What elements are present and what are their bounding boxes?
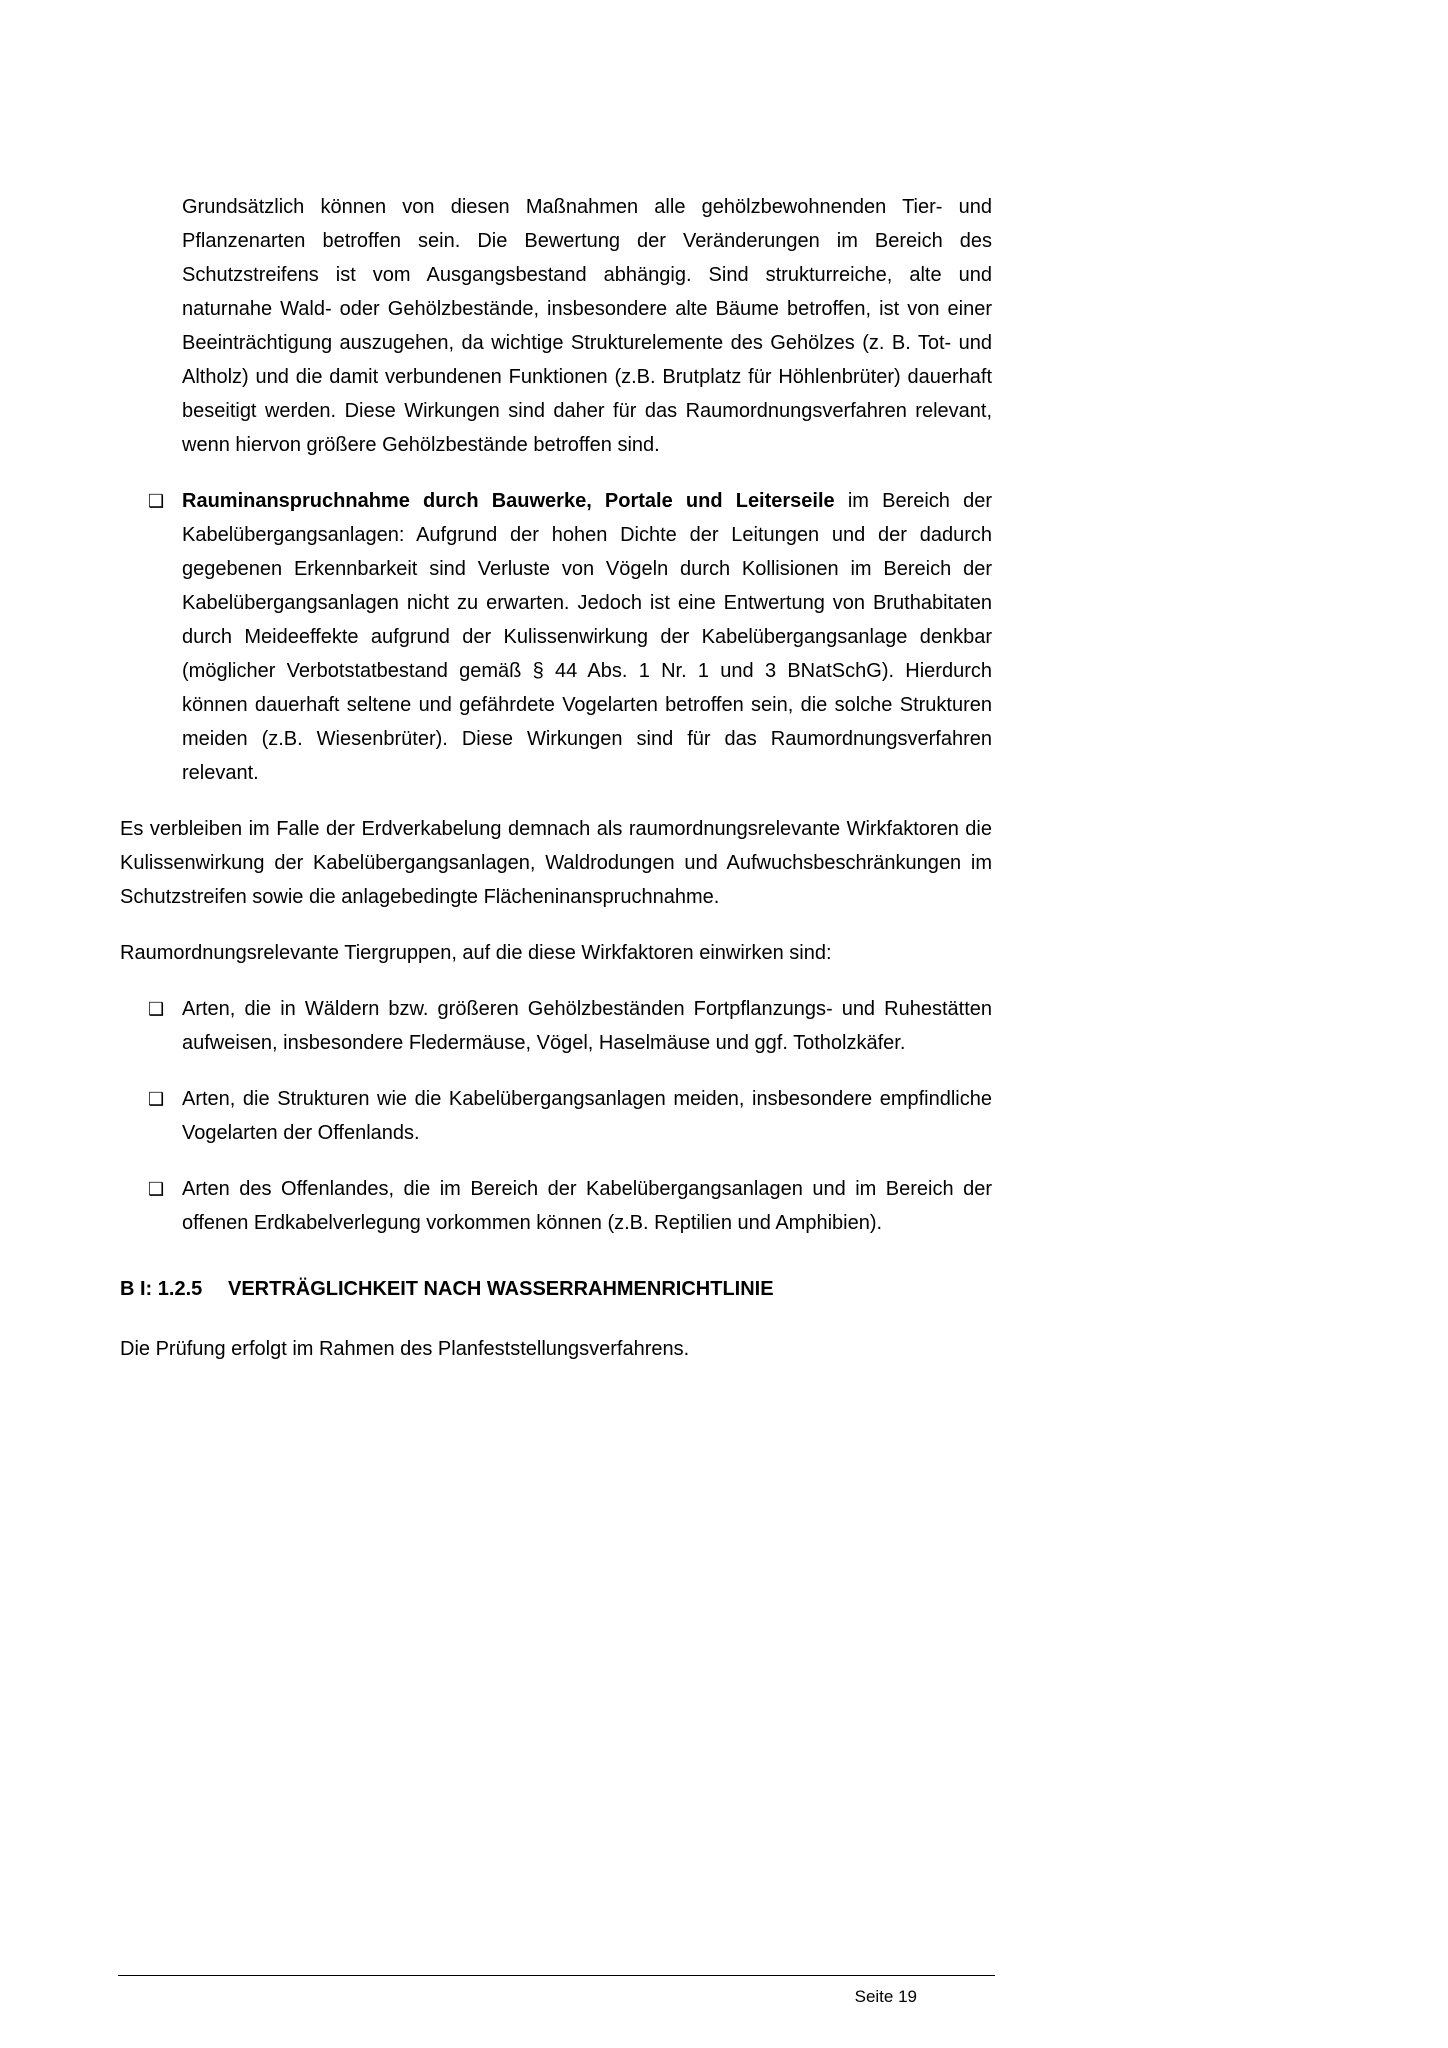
footer-divider [118, 1975, 995, 1976]
bullet-text: Arten, die Strukturen wie die Kabelübergangsanlagen meiden, insbesondere empfindliche Vogelarten der Offenlands. [182, 1088, 992, 1144]
paragraph-pruefung: Die Prüfung erfolgt im Rahmen des Planfeststellungsverfahrens. [120, 1338, 690, 1360]
bullet-square-icon: ❑ [148, 999, 165, 1019]
bullet-text: Arten, die in Wäldern bzw. größeren Gehölzbeständen Fortpflanzungs- und Ruhestätten aufweisen, insbesondere Fledermäuse, Vögel, Haselmäuse und ggf. Totholzkäfer. [182, 998, 992, 1054]
bullet-square-icon: ❑ [148, 491, 165, 511]
paragraph-tiergruppen-intro: Raumordnungsrelevante Tiergruppen, auf die diese Wirkfaktoren einwirken sind: [120, 942, 832, 964]
bullet-lead-bold: Rauminanspruchnahme durch Bauwerke, Portale und Leiterseile [182, 490, 835, 512]
section-number: B I: 1.2.5 [120, 1278, 203, 1300]
bullet-item-strukturen [120, 1082, 992, 1150]
page-number: Seite 19 [854, 1987, 917, 2006]
bullet-square-icon: ❑ [148, 1179, 165, 1199]
section-heading [120, 1272, 992, 1306]
bullet-text: Arten des Offenlandes, die im Bereich der Kabelübergangsanlagen und im Bereich der offenen Erdkabelverlegung vorkommen können (z.B. Reptilien und Amphibien). [182, 1178, 992, 1234]
bullet-text [182, 484, 992, 790]
document-content [120, 190, 992, 1388]
paragraph-gehoelzbestaende: Grundsätzlich können von diesen Maßnahmen alle gehölzbewohnenden Tier- und Pflanzenarten betroffen sein. Die Bewertung der Veränderungen im Bereich des Schutzstreifens ist vom Ausgangsbestand abhängig. Sind strukturreiche, alte und naturnahe Wald- oder Gehölzbestände, insbesondere alte Bäume betroffen, ist von einer Beeinträchtigung auszugehen, da wichtige Strukturelemente des Gehölzes (z. B. Tot- und Altholz) und die damit verbundenen Funktionen (z.B. Brutplatz für Höhlenbrüter) dauerhaft beseitigt werden. Diese Wirkungen sind daher für das Raumordnungsverfahren relevant, wenn hiervon größere Gehölzbestände betroffen sind. [182, 196, 992, 456]
bullet-item-waelder [120, 992, 992, 1060]
bullet-item-rauminanspruchnahme [120, 484, 992, 790]
bullet-square-icon: ❑ [148, 1089, 165, 1109]
bullet-body-text: im Bereich der Kabelübergangsanlagen: Aufgrund der hohen Dichte der Leitungen und der dadurch gegebenen Erkennbarkeit sind Verluste von Vögeln durch Kollisionen im Bereich der Kabelübergangsanlagen nicht zu erwarten. Jedoch ist eine Entwertung von Bruthabitaten durch Meideeffekte aufgrund der Kulissenwirkung der Kabelübergangsanlage denkbar (möglicher Verbotstatbestand gemäß § 44 Abs. 1 Nr. 1 und 3 BNatSchG). Hierdurch können dauerhaft seltene und gefährdete Vogelarten betroffen sein, die solche Strukturen meiden (z.B. Wiesenbrüter). Diese Wirkungen sind für das Raumordnungsverfahren relevant. [182, 490, 992, 784]
bullet-item-offenland [120, 1172, 992, 1240]
paragraph-es-verbleiben: Es verbleiben im Falle der Erdverkabelung demnach als raumordnungsrelevante Wirkfaktoren die Kulissenwirkung der Kabelübergangsanlagen, Waldrodungen und Aufwuchsbeschränkungen im Schutzstreifen sowie die anlagebedingte Flächeninanspruchnahme. [120, 818, 992, 908]
section-title: VERTRÄGLICHKEIT NACH WASSERRAHMENRICHTLINIE [228, 1278, 774, 1300]
